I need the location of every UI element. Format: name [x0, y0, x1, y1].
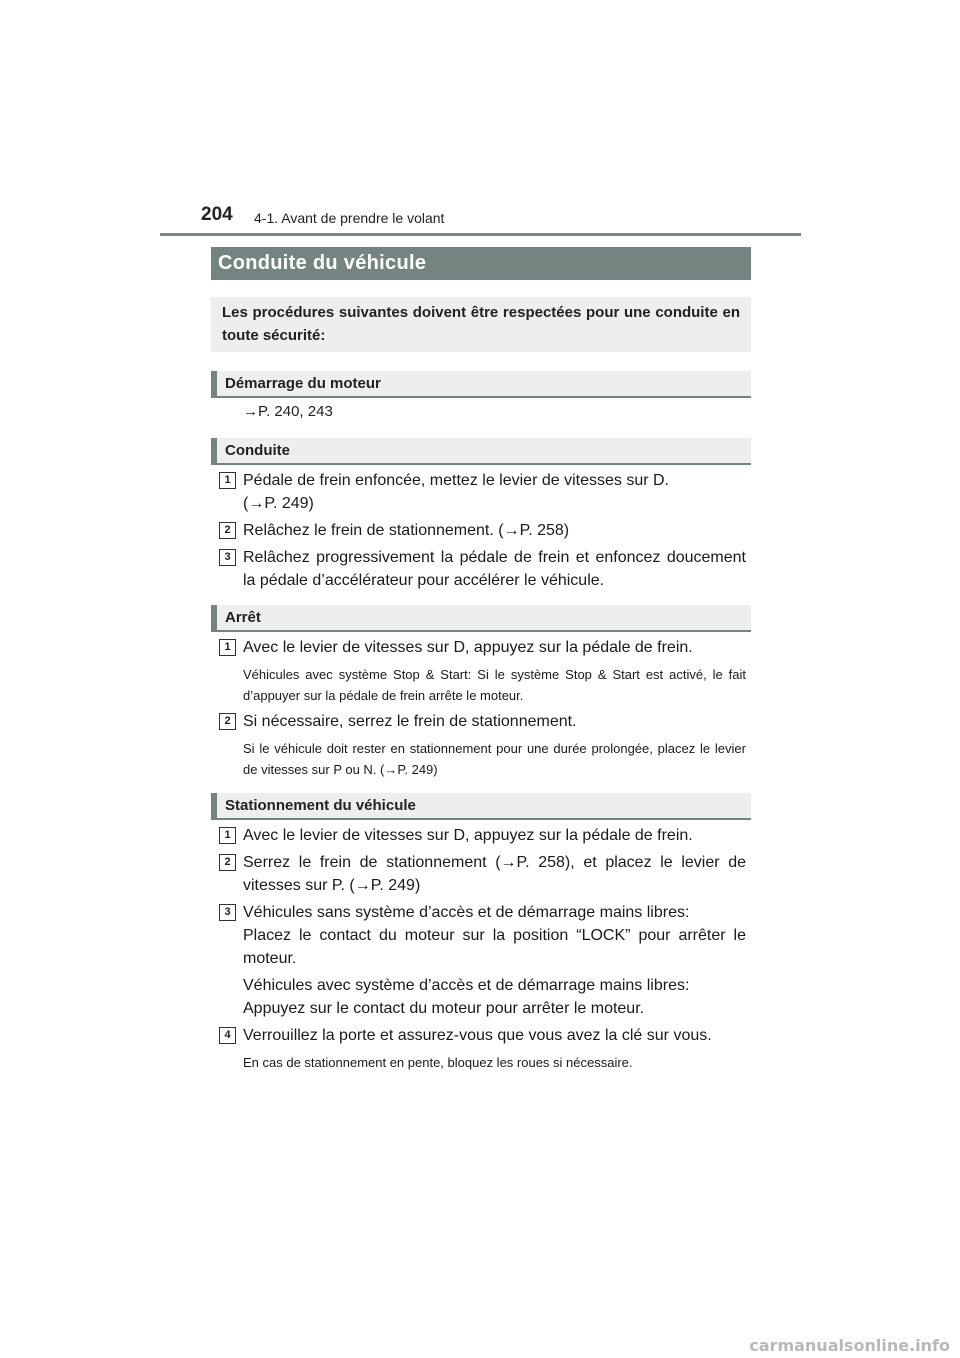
- conduite-step-1-text: Pédale de frein enfoncée, mettez le levier de vitesses sur D. (→P. 249): [243, 472, 669, 512]
- arret-step-2-text: Si nécessaire, serrez le frein de stationnement.: [243, 713, 577, 730]
- step-number-badge: 2: [219, 522, 236, 539]
- section-stationnement-title: Stationnement du véhicule: [211, 793, 751, 820]
- page-title: Conduite du véhicule: [211, 247, 751, 280]
- conduite-step-2-text: Relâchez le frein de stationnement. (→P. 258): [243, 522, 570, 539]
- step-number-badge: 1: [219, 827, 236, 844]
- section-arret-title: Arrêt: [211, 605, 751, 632]
- stationnement-step-3-text-b: Appuyez sur le contact du moteur pour arrêter le moteur.: [243, 1000, 645, 1017]
- watermark: carmanualsonline.info: [749, 1336, 950, 1355]
- stationnement-step-3-label-b: Véhicules avec système d’accès et de démarrage mains libres:: [243, 977, 690, 994]
- stationnement-step-3-label-a: Véhicules sans système d’accès et de démarrage mains libres:: [243, 904, 690, 921]
- stationnement-step-1-text: Avec le levier de vitesses sur D, appuyez sur la pédale de frein.: [243, 827, 693, 844]
- stationnement-step-3-text-a: Placez le contact du moteur sur la position “LOCK” pour arrêter le moteur.: [243, 927, 746, 967]
- page-header: [160, 204, 800, 236]
- stationnement-step-2-text: Serrez le frein de stationnement (→P. 258), et placez le levier de vitesses sur P. (→P. 249): [243, 854, 746, 894]
- step-number-badge: 3: [219, 549, 236, 566]
- step-number-badge: 4: [219, 1027, 236, 1044]
- step-number-badge: 2: [219, 713, 236, 730]
- step-number-badge: 1: [219, 639, 236, 656]
- demarrage-reference: →P. 240, 243: [243, 403, 333, 420]
- header-rule: [160, 233, 801, 236]
- section-demarrage-title: Démarrage du moteur: [211, 371, 751, 398]
- arret-step-1-note: Véhicules avec système Stop & Start: Si le système Stop & Start est activé, le fait d’appuyer sur la pédale de frein arrête le moteur.: [243, 667, 746, 703]
- chapter-title: 4-1. Avant de prendre le volant: [254, 210, 445, 226]
- conduite-step-3-text: Relâchez progressivement la pédale de frein et enfoncez doucement la pédale d’accélérateur pour accélérer le véhicule.: [243, 549, 746, 589]
- step-number-badge: 1: [219, 472, 236, 489]
- intro-box: Les procédures suivantes doivent être respectées pour une conduite en toute sécurité:: [211, 297, 751, 352]
- step-number-badge: 3: [219, 904, 236, 921]
- arret-step-1-text: Avec le levier de vitesses sur D, appuyez sur la pédale de frein.: [243, 639, 693, 656]
- section-conduite-title: Conduite: [211, 438, 751, 465]
- page-number: 204: [201, 204, 233, 225]
- stationnement-step-4-note: En cas de stationnement en pente, bloquez les roues si nécessaire.: [243, 1055, 633, 1070]
- step-number-badge: 2: [219, 854, 236, 871]
- stationnement-step-4-text: Verrouillez la porte et assurez-vous que vous avez la clé sur vous.: [243, 1027, 712, 1044]
- arret-step-2-note: Si le véhicule doit rester en stationnement pour une durée prolongée, placez le levier de vitesses sur P ou N. (→P. 249): [243, 741, 746, 777]
